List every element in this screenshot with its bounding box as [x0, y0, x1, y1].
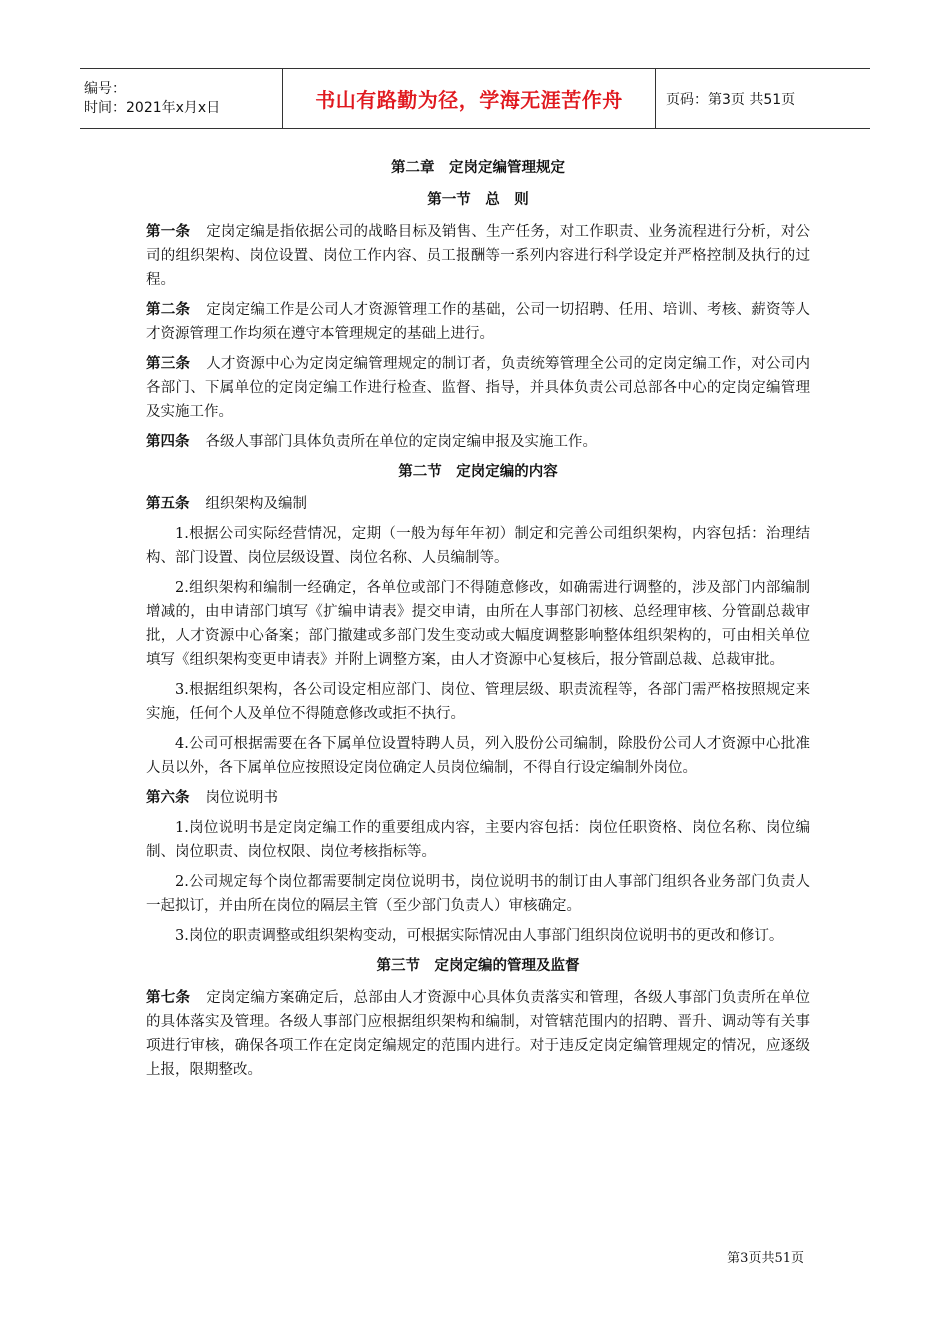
article-label: 第三条 — [146, 356, 191, 372]
article-label: 第四条 — [146, 434, 190, 450]
document-time-label: 时间：2021年x月x日 — [84, 99, 221, 116]
article-label: 第二条 — [146, 302, 191, 318]
header-motto-cell — [282, 69, 656, 128]
article-label: 第一条 — [146, 224, 191, 240]
article — [146, 986, 810, 1082]
header-left-cell — [80, 69, 282, 128]
article-label: 第七条 — [146, 990, 191, 1006]
article-text: 定岗定编工作是公司人才资源管理工作的基础，公司一切招聘、任用、培训、考核、薪资等人才资源管理工作均须在遵守本管理规定的基础上进行。 — [146, 302, 811, 342]
document-body — [146, 156, 810, 1088]
article-text: 组织架构及编制 — [205, 496, 307, 512]
list-item: 4.公司可根据需要在各下属单位设置特聘人员，列入股份公司编制，除股份公司人才资源中心批准人员以外，各下属单位应按照设定岗位确定人员岗位编制，不得自行设定编制外岗位。 — [146, 736, 810, 776]
article — [146, 352, 810, 424]
article — [146, 220, 810, 292]
header-page-label: 页码：第3页 共51页 — [666, 91, 796, 108]
article — [146, 786, 810, 810]
chapter-title: 第二章 定岗定编管理规定 — [391, 160, 565, 176]
article-text: 各级人事部门具体负责所在单位的定岗定编申报及实施工作。 — [205, 434, 597, 450]
article — [146, 492, 810, 516]
list-item: 1.岗位说明书是定岗定编工作的重要组成内容，主要内容包括：岗位任职资格、岗位名称、岗位编制、岗位职责、岗位权限、岗位考核指标等。 — [146, 820, 810, 860]
article-text: 定岗定编方案确定后，总部由人才资源中心具体负责落实和管理，各级人事部门负责所在单位的具体落实及管理。各级人事部门应根据组织架构和编制，对管辖范围内的招聘、晋升、调动等有关事项进行审核，确保各项工作在定岗定编规定的范围内进行。对于违反定岗定编管理规定的情况，应逐级上报，限期整改。 — [146, 990, 811, 1078]
list-item: 1.根据公司实际经营情况，定期（一般为每年年初）制定和完善公司组织架构，内容包括：治理结构、部门设置、岗位层级设置、岗位名称、人员编制等。 — [146, 526, 810, 566]
page-header — [80, 68, 870, 129]
article — [146, 298, 810, 346]
article-text: 定岗定编是指依据公司的战略目标及销售、生产任务，对工作职责、业务流程进行分析，对公司的组织架构、岗位设置、岗位工作内容、员工报酬等一系列内容进行科学设定并严格控制及执行的过程。 — [146, 224, 811, 288]
section-title: 第一节 总 则 — [427, 192, 529, 208]
article-text: 岗位说明书 — [205, 790, 278, 806]
list-item: 3.岗位的职责调整或组织架构变动，可根据实际情况由人事部门组织岗位说明书的更改和修订。 — [175, 928, 784, 944]
list-item: 2.组织架构和编制一经确定，各单位或部门不得随意修改，如确需进行调整的，涉及部门内部编制增减的，由申请部门填写《扩编申请表》提交申请，由所在人事部门初核、总经理审核、分管副总裁审批，人才资源中心备案；部门撤建或多部门发生变动或大幅度调整影响整体组织架构的，可由相关单位填写《组织架构变更申请表》并附上调整方案，由人才资源中心复核后，报分管副总裁、总裁审批。 — [146, 580, 810, 668]
list-item: 3.根据组织架构，各公司设定相应部门、岗位、管理层级、职责流程等，各部门需严格按照规定来实施，任何个人及单位不得随意修改或拒不执行。 — [146, 682, 810, 722]
section-title: 第二节 定岗定编的内容 — [398, 464, 558, 480]
section-title: 第三节 定岗定编的管理及监督 — [376, 958, 580, 974]
header-page-cell — [656, 69, 870, 128]
article-text: 人才资源中心为定岗定编管理规定的制订者，负责统筹管理全公司的定岗定编工作，对公司内各部门、下属单位的定岗定编工作进行检查、监督、指导，并具体负责公司总部各中心的定岗定编管理及实施工作。 — [146, 356, 811, 420]
page-footer: 第3页共51页 — [727, 1251, 804, 1266]
article-label: 第五条 — [146, 496, 190, 512]
header-motto: 书山有路勤为径，学海无涯苦作舟 — [315, 88, 623, 112]
list-item: 2.公司规定每个岗位都需要制定岗位说明书，岗位说明书的制订由人事部门组织各业务部门负责人一起拟订，并由所在岗位的隔层主管（至少部门负责人）审核确定。 — [146, 874, 810, 914]
article — [146, 430, 810, 454]
document-number-label: 编号： — [84, 80, 126, 97]
article-label: 第六条 — [146, 790, 190, 806]
